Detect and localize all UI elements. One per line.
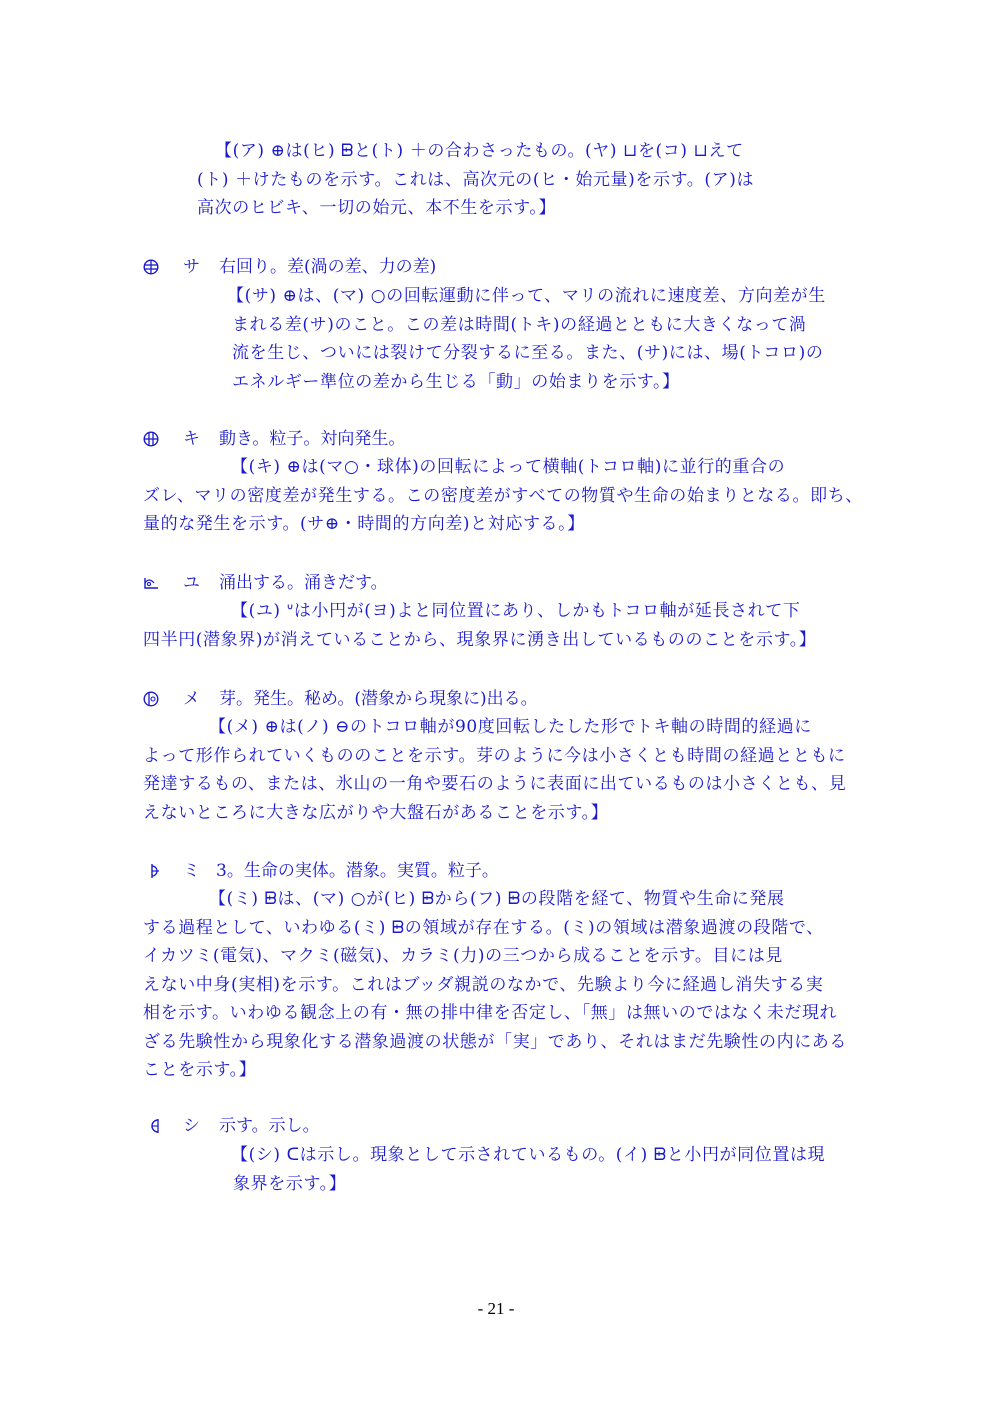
intro-line: 高次のヒビキ、一切の始元、本不生を示す。】	[197, 198, 557, 218]
entry-body-line: ズレ、マリの密度差が発生する。この密度差がすべての物質や生命の始まりとなる。即ち、	[143, 485, 863, 506]
entry-body-line: えないところに大きな広がりや大盤石があることを示す。】	[143, 802, 609, 823]
entry-body-line: 四半円(潜象界)が消えていることから、現象界に湧き出しているもののことを示す。】	[143, 629, 817, 650]
entry-body-me	[143, 713, 846, 827]
entry-body-line: 流を生じ、ついには裂けて分裂するに至る。また、(サ)には、場(トコロ)の	[232, 343, 824, 363]
circle-with-double-horizontal-cross-icon	[143, 431, 159, 447]
entry-body-ki	[143, 453, 863, 539]
entry-body-line: 【(ミ) ᗸは、(マ) ○が(ヒ) ᗸから(フ) ᗸの段階を経て、物質や生命に発展	[209, 889, 785, 909]
entry-kana: ユ	[183, 573, 200, 593]
entry-kana: メ	[183, 689, 200, 709]
entry-body-line: 量的な発生を示す。(サ⊕・時間的方向差)と対応する。】	[143, 514, 585, 534]
entry-meaning: 芽。発生。秘め。(潜象から現象に)出る。	[219, 689, 538, 709]
entry-body-line: ざる先験性から現象化する潜象過渡の状態が「実」であり、それはまだ先験性の内にある	[143, 1031, 847, 1052]
entry-kana: キ	[183, 429, 200, 449]
entry-body-line: 相を示す。いわゆる観念上の有・無の排中律を否定し、「無」は無いのではなく未だ現れ	[143, 1003, 838, 1023]
entry-body-line: する過程として、いわゆる(ミ) ᗸの領域が存在する。(ミ)の領域は潜象過渡の段階で、	[143, 917, 824, 938]
entry-body-line: よって形作られていくもののことを示す。芽のように今は小さくとも時間の経過とともに	[143, 745, 846, 766]
entry-meaning: 動き。粒子。対向発生。	[219, 429, 406, 449]
entry-body-line: エネルギー準位の差から生じる「動」の始まりを示す。】	[232, 371, 680, 392]
entry-body-sa	[227, 282, 826, 396]
entry-body-line: イカツミ(電気)、マクミ(磁気)、カラミ(力)の三つから成ることを示す。目には見	[143, 946, 783, 966]
entry-kana: ミ	[183, 861, 200, 881]
entry-body-line: 【(ユ) ᐡは小円が(ヨ)よと同位置にあり、しかもトコロ軸が延長されて下	[231, 601, 801, 621]
intro-paragraph	[197, 137, 754, 223]
left-half-circle-icon	[147, 1118, 163, 1134]
entry-meaning: 示す。示し。	[219, 1116, 320, 1136]
entry-kana: シ	[183, 1116, 200, 1136]
half-circle-with-bar-icon	[149, 863, 165, 879]
entry-meaning: 涌出する。涌きだす。	[219, 573, 388, 593]
entry-body-mi	[143, 885, 847, 1085]
intro-line: (ト) ＋けたものを示す。これは、高次元の(ヒ・始元量)を示す。(ア)は	[197, 169, 755, 190]
entry-body-line: まれる差(サ)のこと。この差は時間(トキ)の経過とともに大きくなって渦	[232, 314, 807, 335]
page-number: - 21 -	[477, 1299, 515, 1318]
entry-body-line: 発達するもの、または、氷山の一角や要石のように表面に出ているものは小さくとも、見	[143, 774, 847, 794]
entry-body-yu	[143, 597, 816, 654]
entry-meaning: 右回り。差(渦の差、力の差)	[219, 257, 437, 277]
entry-body-line: 象界を示す。】	[233, 1173, 347, 1194]
intro-line: 【(ア) ⊕は(ヒ) ᗸと(ト) ＋の合わさったもの。(ヤ) ⊔を(コ) ⊔えて	[215, 141, 744, 161]
entry-body-line: 【(シ) ᑕは示し。現象として示されているもの。(イ) ᗸと小円が同位置は現	[231, 1145, 826, 1165]
entry-body-line: ことを示す。】	[143, 1060, 257, 1080]
entry-body-line: 【(サ) ⊕は、(マ) ○の回転運動に伴って、マリの流れに速度差、方向差が生	[227, 286, 826, 306]
entry-body-shi	[231, 1141, 825, 1198]
entry-body-line: 【(キ) ⊕は(マ○・球体)の回転によって横軸(トコロ軸)に並行的重合の	[231, 457, 786, 477]
circle-with-double-cross-icon	[143, 259, 159, 275]
circle-with-vertical-bar-icon	[143, 691, 159, 707]
entry-body-line: えない中身(実相)を示す。これはブッダ親説のなかで、先験より今に経過し消失する実	[143, 974, 824, 995]
entry-kana: サ	[183, 257, 200, 277]
entry-meaning: 3。生命の実体。潜象。実質。粒子。	[216, 861, 499, 881]
entry-body-line: 【(メ) ⊕は(ノ) ⊖のトコロ軸が90度回転したした形でトキ軸の時間的経過に	[209, 717, 812, 737]
corner-arc-icon	[143, 575, 159, 591]
